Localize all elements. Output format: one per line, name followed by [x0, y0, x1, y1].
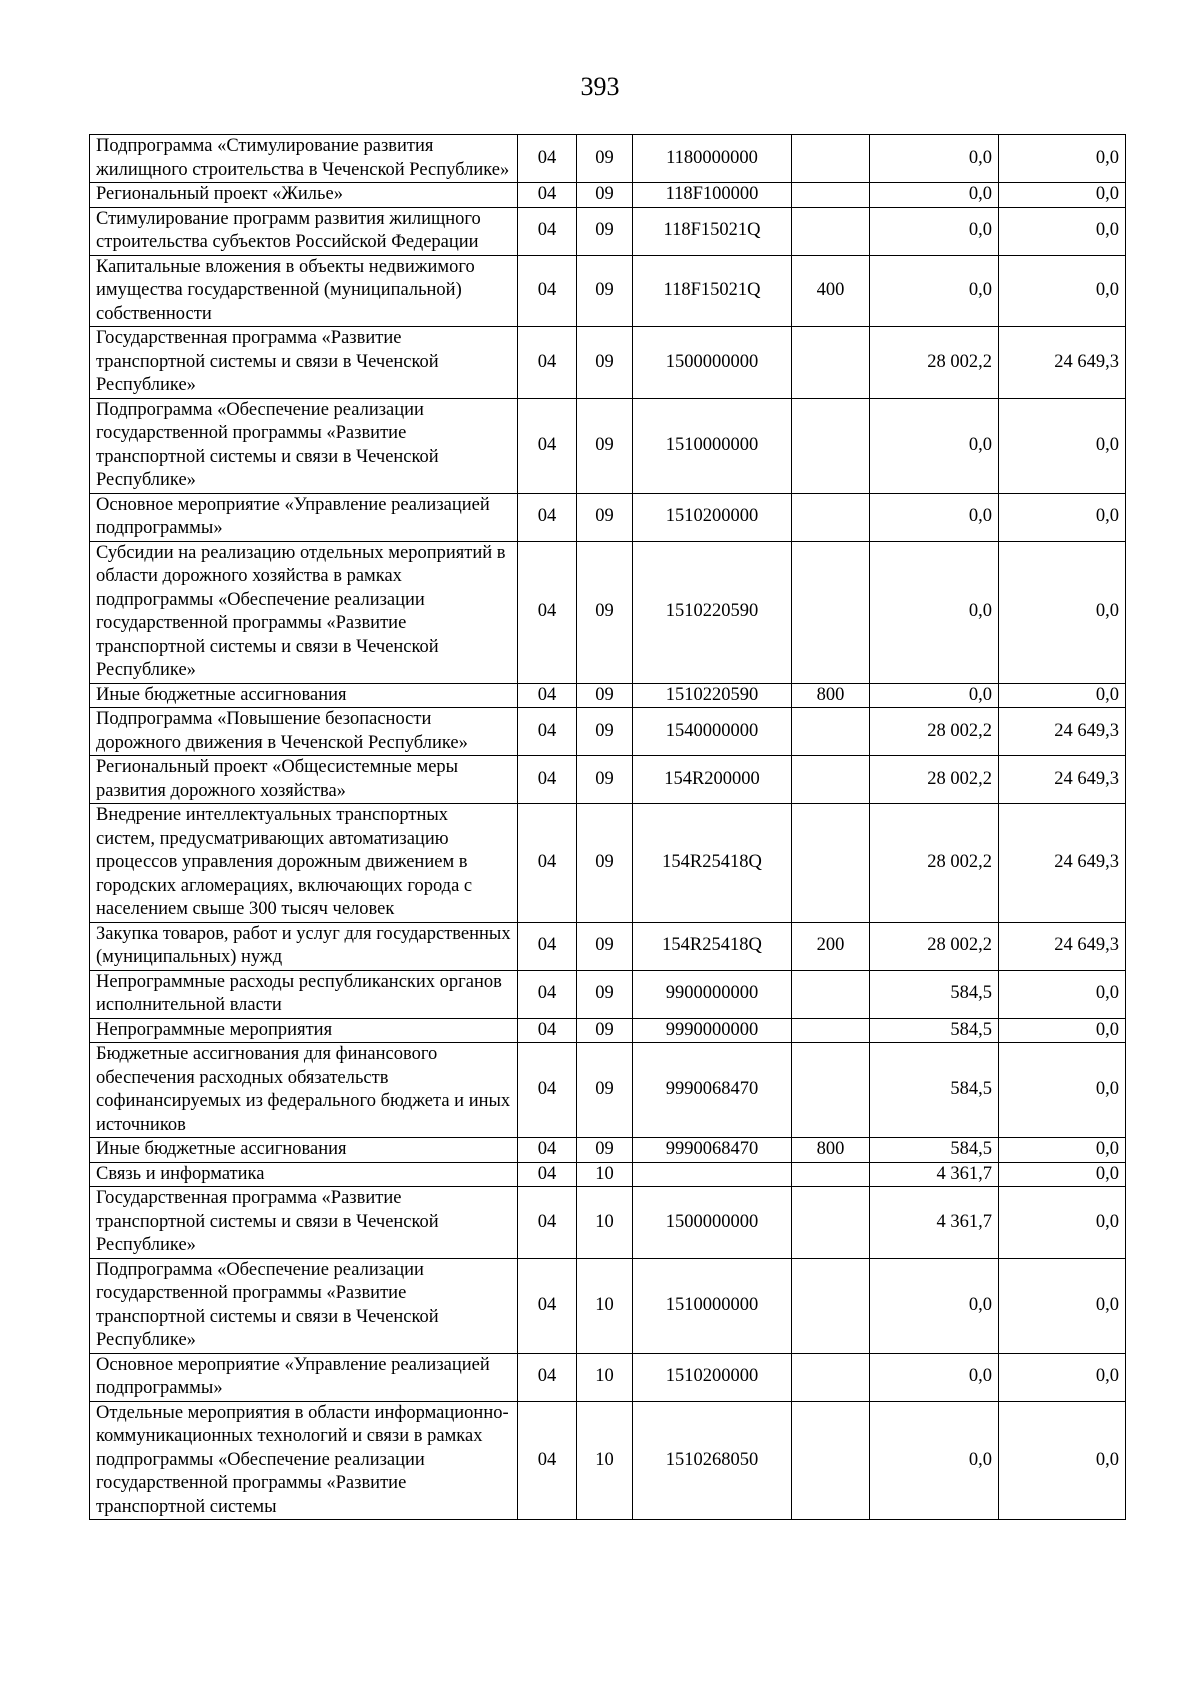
section-code: 04 — [518, 922, 577, 970]
target-article-code: 9900000000 — [633, 970, 792, 1018]
amount-year-1: 0,0 — [870, 207, 999, 255]
section-code: 04 — [518, 541, 577, 683]
amount-year-2: 24 649,3 — [999, 756, 1126, 804]
amount-year-1: 4 361,7 — [870, 1187, 999, 1259]
amount-year-2: 0,0 — [999, 970, 1126, 1018]
section-code: 04 — [518, 1018, 577, 1043]
target-article-code: 1540000000 — [633, 708, 792, 756]
table-row — [90, 1162, 1126, 1187]
row-name: Иные бюджетные ассигнования — [90, 683, 518, 708]
table-row — [90, 1401, 1126, 1520]
expense-type-code — [792, 1043, 870, 1138]
amount-year-1: 28 002,2 — [870, 756, 999, 804]
subsection-code: 09 — [577, 135, 633, 183]
expense-type-code — [792, 708, 870, 756]
table-row — [90, 135, 1126, 183]
table-row — [90, 922, 1126, 970]
subsection-code: 09 — [577, 756, 633, 804]
target-article-code: 154R25418Q — [633, 922, 792, 970]
amount-year-1: 584,5 — [870, 1043, 999, 1138]
section-code: 04 — [518, 708, 577, 756]
amount-year-1: 4 361,7 — [870, 1162, 999, 1187]
expense-type-code — [792, 1401, 870, 1520]
amount-year-2: 0,0 — [999, 1162, 1126, 1187]
table-row — [90, 1187, 1126, 1259]
expense-type-code — [792, 756, 870, 804]
amount-year-1: 584,5 — [870, 1138, 999, 1163]
row-name: Внедрение интеллектуальных транспортных систем, предусматривающих автоматизацию процессов управления дорожным движением в городских агломерациях, включающих города с населением свыше 300 тысяч человек — [90, 804, 518, 923]
section-code: 04 — [518, 804, 577, 923]
subsection-code: 09 — [577, 804, 633, 923]
subsection-code: 09 — [577, 683, 633, 708]
target-article-code: 154R25418Q — [633, 804, 792, 923]
table-row — [90, 1043, 1126, 1138]
target-article-code: 1500000000 — [633, 1187, 792, 1259]
expense-type-code — [792, 1187, 870, 1259]
row-name: Подпрограмма «Стимулирование развития жилищного строительства в Чеченской Республике» — [90, 135, 518, 183]
amount-year-1: 0,0 — [870, 1258, 999, 1353]
target-article-code: 1500000000 — [633, 327, 792, 399]
amount-year-2: 24 649,3 — [999, 804, 1126, 923]
row-name: Непрограммные расходы республиканских органов исполнительной власти — [90, 970, 518, 1018]
table-row — [90, 327, 1126, 399]
table-row — [90, 541, 1126, 683]
row-name: Субсидии на реализацию отдельных мероприятий в области дорожного хозяйства в рамках подпрограммы «Обеспечение реализации государственной программы «Развитие транспортной системы и связи в Чеченской Республике» — [90, 541, 518, 683]
expense-type-code — [792, 398, 870, 493]
row-name: Иные бюджетные ассигнования — [90, 1138, 518, 1163]
expense-type-code — [792, 1162, 870, 1187]
target-article-code: 1510000000 — [633, 398, 792, 493]
subsection-code: 09 — [577, 708, 633, 756]
row-name: Подпрограмма «Обеспечение реализации государственной программы «Развитие транспортной системы и связи в Чеченской Республике» — [90, 398, 518, 493]
table-row — [90, 398, 1126, 493]
row-name: Региональный проект «Общесистемные меры развития дорожного хозяйства» — [90, 756, 518, 804]
amount-year-2: 0,0 — [999, 1353, 1126, 1401]
amount-year-2: 0,0 — [999, 1138, 1126, 1163]
amount-year-2: 0,0 — [999, 135, 1126, 183]
table-row — [90, 255, 1126, 327]
amount-year-2: 0,0 — [999, 398, 1126, 493]
table-row — [90, 970, 1126, 1018]
row-name: Связь и информатика — [90, 1162, 518, 1187]
amount-year-1: 0,0 — [870, 135, 999, 183]
row-name: Региональный проект «Жилье» — [90, 183, 518, 208]
amount-year-1: 0,0 — [870, 541, 999, 683]
subsection-code: 09 — [577, 970, 633, 1018]
section-code: 04 — [518, 970, 577, 1018]
amount-year-1: 0,0 — [870, 183, 999, 208]
target-article-code: 1510200000 — [633, 493, 792, 541]
row-name: Закупка товаров, работ и услуг для государственных (муниципальных) нужд — [90, 922, 518, 970]
expense-type-code — [792, 327, 870, 399]
amount-year-2: 0,0 — [999, 255, 1126, 327]
expense-type-code: 800 — [792, 683, 870, 708]
section-code: 04 — [518, 1162, 577, 1187]
amount-year-2: 0,0 — [999, 207, 1126, 255]
row-name: Подпрограмма «Повышение безопасности дорожного движения в Чеченской Республике» — [90, 708, 518, 756]
table-row — [90, 708, 1126, 756]
amount-year-1: 0,0 — [870, 493, 999, 541]
expense-type-code: 400 — [792, 255, 870, 327]
expense-type-code — [792, 207, 870, 255]
expense-type-code — [792, 183, 870, 208]
amount-year-1: 28 002,2 — [870, 922, 999, 970]
section-code: 04 — [518, 1353, 577, 1401]
amount-year-1: 28 002,2 — [870, 804, 999, 923]
expense-type-code — [792, 493, 870, 541]
subsection-code: 09 — [577, 183, 633, 208]
target-article-code: 118F15021Q — [633, 255, 792, 327]
expense-type-code — [792, 1353, 870, 1401]
subsection-code: 09 — [577, 398, 633, 493]
target-article-code: 118F15021Q — [633, 207, 792, 255]
subsection-code: 10 — [577, 1353, 633, 1401]
section-code: 04 — [518, 756, 577, 804]
row-name: Бюджетные ассигнования для финансового обеспечения расходных обязательств софинансируемых из федерального бюджета и иных источников — [90, 1043, 518, 1138]
section-code: 04 — [518, 207, 577, 255]
amount-year-2: 24 649,3 — [999, 327, 1126, 399]
amount-year-1: 0,0 — [870, 683, 999, 708]
target-article-code: 1510000000 — [633, 1258, 792, 1353]
budget-table — [89, 134, 1126, 1520]
amount-year-2: 0,0 — [999, 493, 1126, 541]
table-row — [90, 493, 1126, 541]
amount-year-1: 28 002,2 — [870, 708, 999, 756]
table-row — [90, 183, 1126, 208]
section-code: 04 — [518, 255, 577, 327]
subsection-code: 09 — [577, 255, 633, 327]
target-article-code: 9990000000 — [633, 1018, 792, 1043]
amount-year-2: 24 649,3 — [999, 708, 1126, 756]
expense-type-code — [792, 970, 870, 1018]
expense-type-code — [792, 135, 870, 183]
row-name: Государственная программа «Развитие транспортной системы и связи в Чеченской Республике» — [90, 1187, 518, 1259]
target-article-code: 9990068470 — [633, 1043, 792, 1138]
row-name: Стимулирование программ развития жилищного строительства субъектов Российской Федерации — [90, 207, 518, 255]
subsection-code: 09 — [577, 541, 633, 683]
target-article-code: 1510200000 — [633, 1353, 792, 1401]
amount-year-2: 0,0 — [999, 1043, 1126, 1138]
table-row — [90, 756, 1126, 804]
target-article-code: 1510268050 — [633, 1401, 792, 1520]
table-row — [90, 207, 1126, 255]
table-row — [90, 1018, 1126, 1043]
row-name: Подпрограмма «Обеспечение реализации государственной программы «Развитие транспортной системы и связи в Чеченской Республике» — [90, 1258, 518, 1353]
amount-year-1: 0,0 — [870, 1401, 999, 1520]
section-code: 04 — [518, 135, 577, 183]
expense-type-code: 800 — [792, 1138, 870, 1163]
amount-year-2: 0,0 — [999, 541, 1126, 683]
amount-year-2: 24 649,3 — [999, 922, 1126, 970]
expense-type-code — [792, 541, 870, 683]
subsection-code: 09 — [577, 1043, 633, 1138]
row-name: Непрограммные мероприятия — [90, 1018, 518, 1043]
subsection-code: 09 — [577, 922, 633, 970]
target-article-code — [633, 1162, 792, 1187]
amount-year-2: 0,0 — [999, 183, 1126, 208]
target-article-code: 9990068470 — [633, 1138, 792, 1163]
row-name: Основное мероприятие «Управление реализацией подпрограммы» — [90, 493, 518, 541]
target-article-code: 1510220590 — [633, 541, 792, 683]
section-code: 04 — [518, 327, 577, 399]
section-code: 04 — [518, 493, 577, 541]
subsection-code: 09 — [577, 327, 633, 399]
target-article-code: 1180000000 — [633, 135, 792, 183]
subsection-code: 10 — [577, 1187, 633, 1259]
amount-year-2: 0,0 — [999, 683, 1126, 708]
section-code: 04 — [518, 1138, 577, 1163]
subsection-code: 09 — [577, 1018, 633, 1043]
section-code: 04 — [518, 683, 577, 708]
table-row — [90, 1258, 1126, 1353]
table-row — [90, 804, 1126, 923]
section-code: 04 — [518, 1187, 577, 1259]
section-code: 04 — [518, 1258, 577, 1353]
page-number: 393 — [580, 72, 620, 101]
target-article-code: 154R200000 — [633, 756, 792, 804]
section-code: 04 — [518, 183, 577, 208]
table-row — [90, 1138, 1126, 1163]
amount-year-1: 584,5 — [870, 970, 999, 1018]
amount-year-1: 584,5 — [870, 1018, 999, 1043]
subsection-code: 10 — [577, 1401, 633, 1520]
amount-year-1: 28 002,2 — [870, 327, 999, 399]
amount-year-2: 0,0 — [999, 1187, 1126, 1259]
amount-year-2: 0,0 — [999, 1018, 1126, 1043]
expense-type-code — [792, 804, 870, 923]
subsection-code: 09 — [577, 493, 633, 541]
amount-year-1: 0,0 — [870, 255, 999, 327]
row-name: Капитальные вложения в объекты недвижимого имущества государственной (муниципальной) собственности — [90, 255, 518, 327]
section-code: 04 — [518, 1401, 577, 1520]
amount-year-1: 0,0 — [870, 1353, 999, 1401]
section-code: 04 — [518, 1043, 577, 1138]
subsection-code: 10 — [577, 1258, 633, 1353]
amount-year-2: 0,0 — [999, 1258, 1126, 1353]
row-name: Основное мероприятие «Управление реализацией подпрограммы» — [90, 1353, 518, 1401]
subsection-code: 09 — [577, 207, 633, 255]
subsection-code: 10 — [577, 1162, 633, 1187]
amount-year-2: 0,0 — [999, 1401, 1126, 1520]
expense-type-code: 200 — [792, 922, 870, 970]
target-article-code: 1510220590 — [633, 683, 792, 708]
table-row — [90, 1353, 1126, 1401]
row-name: Отдельные мероприятия в области информационно-коммуникационных технологий и связи в рамках подпрограммы «Обеспечение реализации государственной программы «Развитие транспортной системы — [90, 1401, 518, 1520]
row-name: Государственная программа «Развитие транспортной системы и связи в Чеченской Республике» — [90, 327, 518, 399]
table-row — [90, 683, 1126, 708]
subsection-code: 09 — [577, 1138, 633, 1163]
expense-type-code — [792, 1018, 870, 1043]
target-article-code: 118F100000 — [633, 183, 792, 208]
expense-type-code — [792, 1258, 870, 1353]
section-code: 04 — [518, 398, 577, 493]
amount-year-1: 0,0 — [870, 398, 999, 493]
